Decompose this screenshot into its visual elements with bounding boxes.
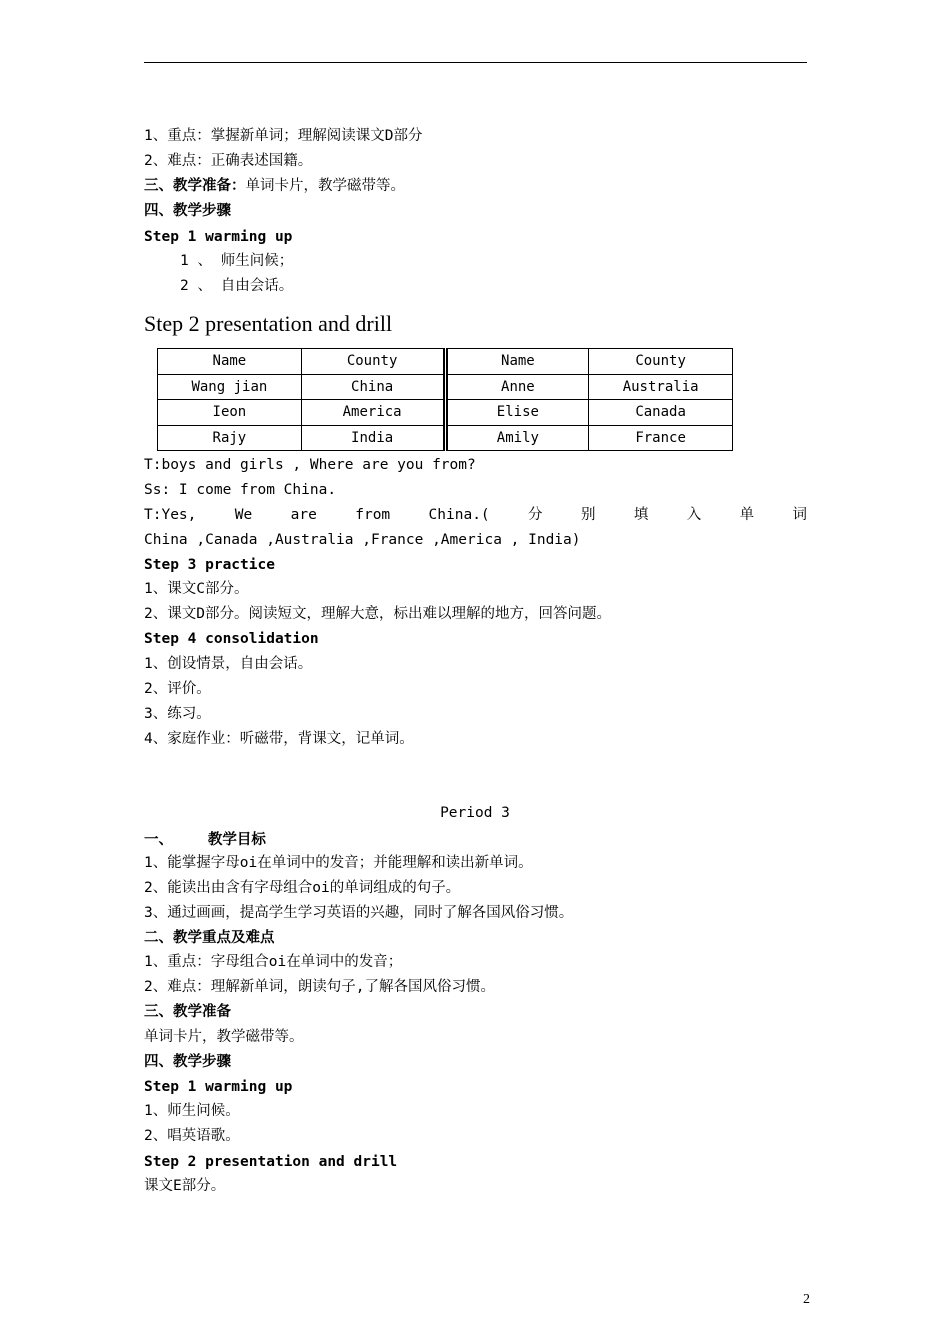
steps-heading-2: 四、教学步骤 xyxy=(144,1054,231,1070)
p3-step2-heading: Step 2 presentation and drill xyxy=(144,1154,398,1170)
period-title: Period 3 xyxy=(440,805,510,821)
table-row xyxy=(158,349,733,375)
table-row xyxy=(158,400,733,426)
header-rule xyxy=(144,62,807,63)
table-cell: Canada xyxy=(589,400,733,426)
step4-heading: Step 4 consolidation xyxy=(144,631,319,647)
dialog-word: 入 xyxy=(686,507,702,523)
key-point-line: 1、重点：掌握新单词；理解阅读课文D部分 xyxy=(144,128,423,144)
table-cell: America xyxy=(301,400,445,426)
table-cell: Amily xyxy=(445,425,589,451)
keypoint-1: 1、重点：字母组合oi在单词中的发音； xyxy=(144,954,403,970)
preparation-heading: 三、教学准备 xyxy=(144,1004,231,1020)
step1-item-2: 2 、 自由会话。 xyxy=(180,278,294,294)
dialog-word: China.( xyxy=(428,507,490,523)
table-cell: India xyxy=(301,425,445,451)
p3-step1-item-1: 1、师生问候。 xyxy=(144,1103,240,1119)
table-row xyxy=(158,425,733,451)
keypoint-2: 2、难点：理解新单词，朗读句子,了解各国风俗习惯。 xyxy=(144,979,495,995)
country-table xyxy=(157,348,733,451)
step3-item-2: 2、课文D部分。阅读短文，理解大意，标出难以理解的地方，回答问题。 xyxy=(144,606,611,622)
preparation-line xyxy=(144,176,405,196)
table-cell: Name xyxy=(445,349,589,375)
table-cell: County xyxy=(301,349,445,375)
p3-step1-heading: Step 1 warming up xyxy=(144,1079,293,1095)
keypoints-heading: 二、教学重点及难点 xyxy=(144,930,275,946)
step3-heading: Step 3 practice xyxy=(144,557,275,573)
dialog-word: 分 xyxy=(528,507,543,523)
step1-heading: Step 1 warming up xyxy=(144,229,293,245)
table-cell: Elise xyxy=(445,400,589,426)
table-cell: Anne xyxy=(445,374,589,400)
dialog-word: We xyxy=(234,507,253,523)
preparation-text: 单词卡片，教学磁带等。 xyxy=(245,178,405,194)
dialog-teacher-line-2 xyxy=(144,505,807,525)
table-cell: Australia xyxy=(589,374,733,400)
dialog-word: are xyxy=(290,507,317,523)
step3-item-1: 1、课文C部分。 xyxy=(144,581,249,597)
page-number: 2 xyxy=(803,1292,810,1307)
dialog-word: from xyxy=(355,507,391,523)
table-cell: Rajy xyxy=(158,425,302,451)
p3-step2-item: 课文E部分。 xyxy=(144,1178,226,1194)
step1-item-1: 1 、 师生问候； xyxy=(180,253,294,269)
steps-heading: 四、教学步骤 xyxy=(144,203,231,219)
dialog-teacher-line: T:boys and girls , Where are you from? xyxy=(144,457,476,473)
dialog-word: 别 xyxy=(580,507,596,523)
step4-item-2: 2、评价。 xyxy=(144,681,211,697)
preparation-label: 三、教学准备： xyxy=(144,178,246,194)
step4-item-3: 3、练习。 xyxy=(144,706,211,722)
step4-item-4: 4、家庭作业：听磁带，背课文，记单词。 xyxy=(144,731,414,747)
table-cell: Wang jian xyxy=(158,374,302,400)
dialog-word: 单 xyxy=(739,507,755,523)
dialog-countries-line: China ,Canada ,Australia ,France ,America , India) xyxy=(144,532,581,548)
table-cell: China xyxy=(301,374,445,400)
table-cell: Name xyxy=(158,349,302,375)
table-cell: France xyxy=(589,425,733,451)
difficulty-line: 2、难点：正确表述国籍。 xyxy=(144,153,313,169)
dialog-word: T:Yes, xyxy=(144,507,197,523)
p3-step1-item-2: 2、唱英语歌。 xyxy=(144,1128,240,1144)
objective-3: 3、通过画画，提高学生学习英语的兴趣，同时了解各国风俗习惯。 xyxy=(144,905,574,921)
table-cell: County xyxy=(589,349,733,375)
dialog-word: 填 xyxy=(633,507,649,523)
dialog-word: 词 xyxy=(792,507,807,523)
preparation-text-2: 单词卡片，教学磁带等。 xyxy=(144,1029,304,1045)
objectives-heading: 一、 教学目标 xyxy=(144,832,266,848)
dialog-student-line: Ss: I come from China. xyxy=(144,482,337,498)
table-row xyxy=(158,374,733,400)
table-cell: Ieon xyxy=(158,400,302,426)
step2-heading: Step 2 presentation and drill xyxy=(144,311,393,336)
objective-2: 2、能读出由含有字母组合oi的单词组成的句子。 xyxy=(144,880,461,896)
step4-item-1: 1、创设情景，自由会话。 xyxy=(144,656,313,672)
objective-1: 1、能掌握字母oi在单词中的发音；并能理解和读出新单词。 xyxy=(144,855,533,871)
